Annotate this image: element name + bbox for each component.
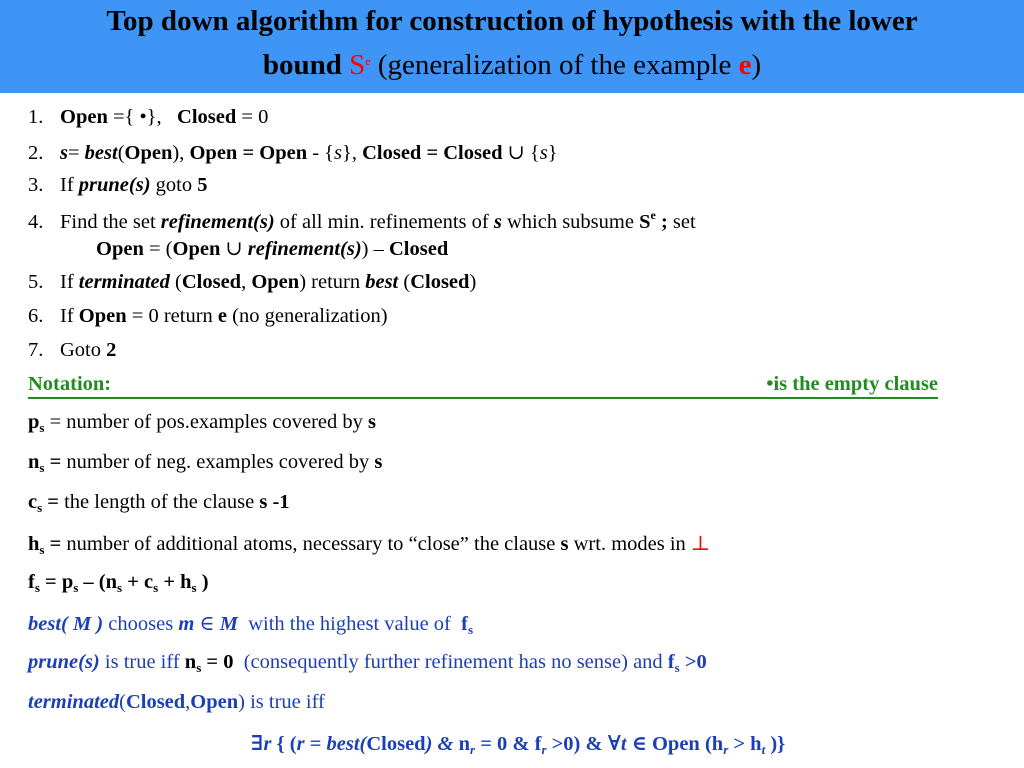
def-fs: $f_s = p_s - (n_s + c_s + h_s$ )	[28, 571, 209, 595]
slide-title	[0, 0, 1024, 93]
step-1: 1. Open ={ •}, Closed = 0	[28, 106, 269, 128]
def-cs: $c_s$ = the length of the clause s -1	[28, 491, 290, 515]
step-4-cont: Open = (Open ∪ refinement(s)) – Closed	[96, 238, 449, 260]
title-line-1: Top down algorithm for construction of hypothesis with the lower	[106, 5, 918, 37]
def-ns: $n_s$ = number of neg. examples covered by s	[28, 451, 383, 475]
notation-line	[28, 373, 938, 399]
title-e: e	[738, 49, 752, 81]
def-prune: prune(s) is true iff $n_s = 0$ (consequently further refinement has no sense) and $f_s >0$	[28, 651, 707, 675]
def-terminated: terminated(Closed,Open) is true iff	[28, 691, 325, 713]
title-bound-word: bound	[262, 49, 342, 81]
def-hs: $h_s$ = number of additional atoms, necessary to “close” the clause s wrt. modes in ⊥	[28, 533, 711, 557]
step-3: 3. If prune(s) goto 5	[28, 174, 208, 196]
step-6: 6. If Open = 0 return e (no generalization)	[28, 305, 388, 327]
step-7: 7. Goto 2	[28, 339, 117, 361]
title-S: $S^e$	[349, 49, 371, 81]
title-paren-text: (generalization of the example	[377, 49, 732, 81]
step-5: 5. If terminated (Closed, Open) return best (Closed)	[28, 271, 477, 293]
def-ps: $p_s$ = number of pos.examples covered by s	[28, 411, 376, 435]
def-terminated-condition: ∃r { (r = best(Closed) & $n_r = 0$ & $f_r >0$) & ∀t ∈ Open ($h_r > h_t$ )}	[250, 733, 786, 757]
step-4: 4. Find the set refinement(s) of all min. refinements of s which subsume $S^e$ ; set	[28, 208, 696, 233]
step-2: 2. s= best(Open), Open = Open - {s}, Closed = Closed ∪ {s}	[28, 142, 558, 164]
def-best: best( M ) chooses m ∈ M with the highest value of $f_s$	[28, 613, 474, 637]
notation-label: Notation:	[28, 373, 112, 395]
title-line-2: bound $S^e$ (generalization of the example e)	[262, 49, 762, 81]
notation-empty-clause: •is the empty clause	[766, 373, 938, 395]
